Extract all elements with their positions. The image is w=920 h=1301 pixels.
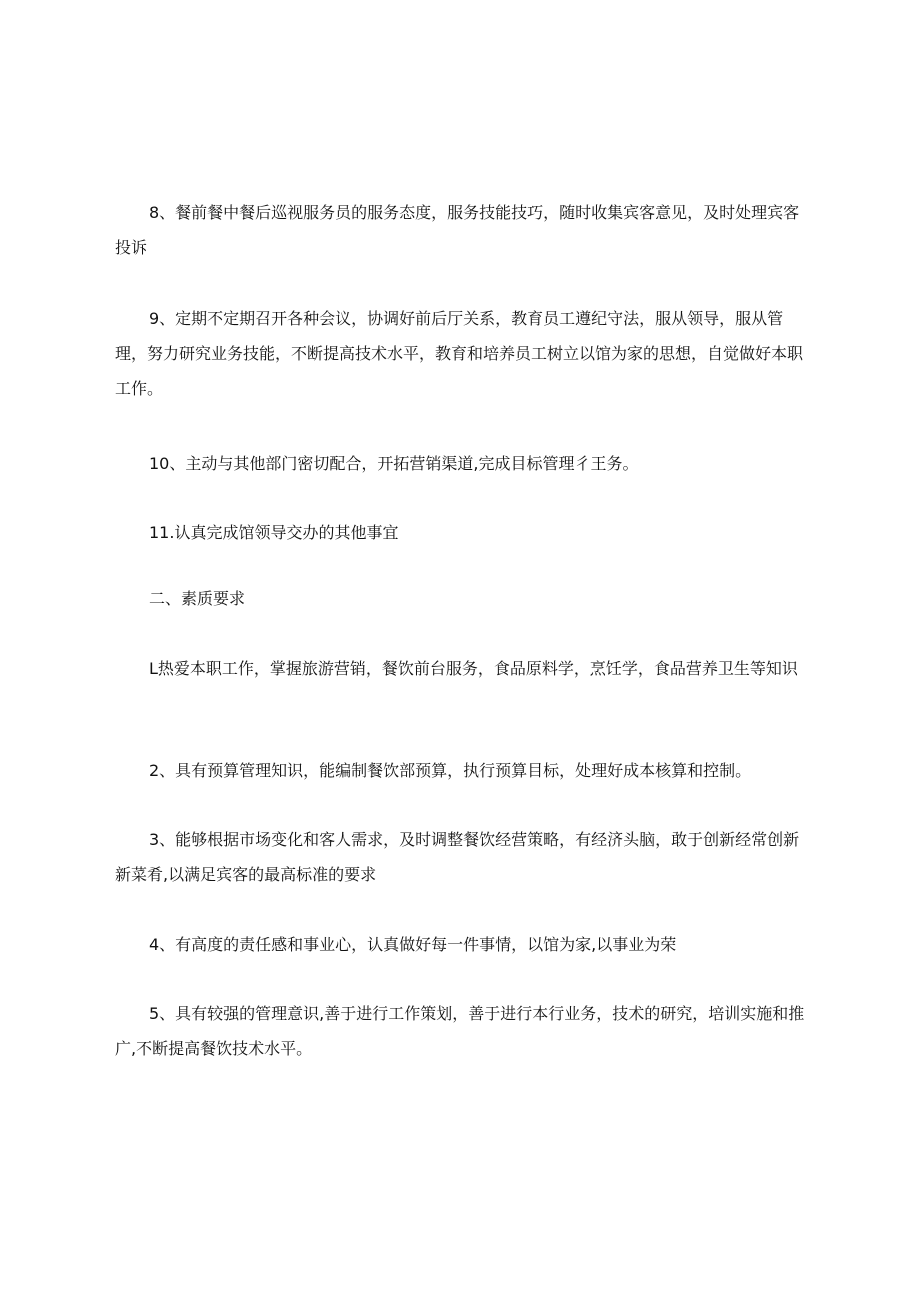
paragraph-duty-8: 8、餐前餐中餐后巡视服务员的服务态度，服务技能技巧，随时收集宾客意见，及时处理宾客投诉 [115,203,800,257]
section-heading-quality-requirements: 二、素质要求 [149,589,246,608]
paragraph-requirement-4: 4、有高度的责任感和事业心，认真做好每一件事情，以馆为家,以事业为荣 [149,935,677,954]
paragraph-duty-9: 9、定期不定期召开各种会议，协调好前后厅关系，教育员工遵纪守法，服从领导，服从管理，努力研究业务技能，不断提高技术水平，教育和培养员工树立以馆为家的思想，自觉做好本职工作。 [115,309,804,398]
paragraph-requirement-5: 5、具有较强的管理意识,善于进行工作策划，善于进行本行业务，技术的研究，培训实施和推广,不断提高餐饮技术水平。 [115,1004,805,1058]
paragraph-requirement-2: 2、具有预算管理知识，能编制餐饮部预算，执行预算目标，处理好成本核算和控制。 [149,761,752,780]
paragraph-duty-11: 11.认真完成馆领导交办的其他事宜 [149,523,399,542]
paragraph-requirement-3: 3、能够根据市场变化和客人需求，及时调整餐饮经营策略，有经济头脑，敢于创新经常创新新菜肴,以满足宾客的最高标准的要求 [115,830,800,884]
paragraph-requirement-1: L热爱本职工作，掌握旅游营销，餐饮前台服务，食品原料学，烹饪学，食品营养卫生等知识 [149,659,798,678]
paragraph-duty-10: 10、主动与其他部门密切配合，开拓营销渠道,完成目标管理彳王务。 [149,454,639,473]
